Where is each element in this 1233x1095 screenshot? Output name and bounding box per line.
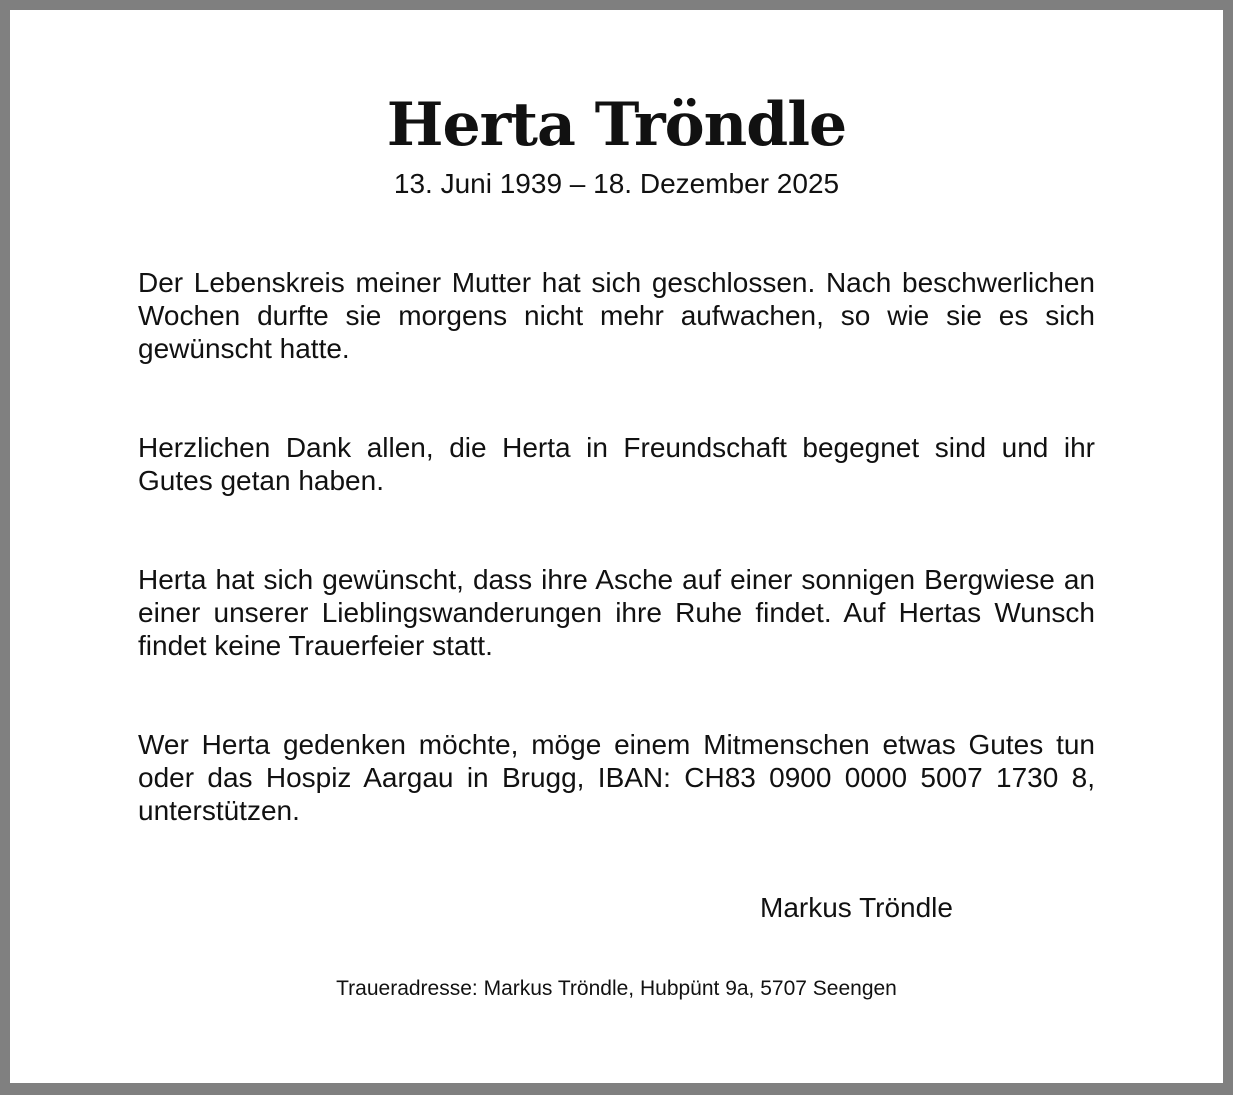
page-frame — [0, 0, 1233, 10]
mourning-address: Traueradresse: Markus Tröndle, Hubpünt 9a, 5707 Seengen — [336, 977, 897, 1000]
deceased-name: Herta Tröndle — [386, 90, 847, 160]
paragraph-thanks: Herzlichen Dank allen, die Herta in Freundschaft begegnet sind und ihr Gutes getan haben. — [138, 432, 1095, 496]
paragraph-wishes: Herta hat sich gewünscht, dass ihre Asche auf einer sonnigen Bergwiese an einer unserer Lieblingswanderungen ihre Ruhe findet. Auf Hertas Wunsch findet keine Trauerfeier statt. — [138, 564, 1095, 661]
life-dates: 13. Juni 1939 – 18. Dezember 2025 — [393, 168, 840, 199]
paragraph-farewell: Der Lebenskreis meiner Mutter hat sich geschlossen. Nach beschwerlichen Wochen durfte sie morgens nicht mehr aufwachen, so wie sie es sich gewünscht hatte. — [138, 267, 1095, 364]
paragraph-donation: Wer Herta gedenken möchte, möge einem Mitmenschen etwas Gutes tun oder das Hospiz Aargau in Brugg, IBAN: CH83 0900 0000 5007 1730 8, unterstützen. — [138, 729, 1095, 826]
signature: Markus Tröndle — [760, 892, 953, 923]
obituary-notice — [10, 10, 1223, 1083]
